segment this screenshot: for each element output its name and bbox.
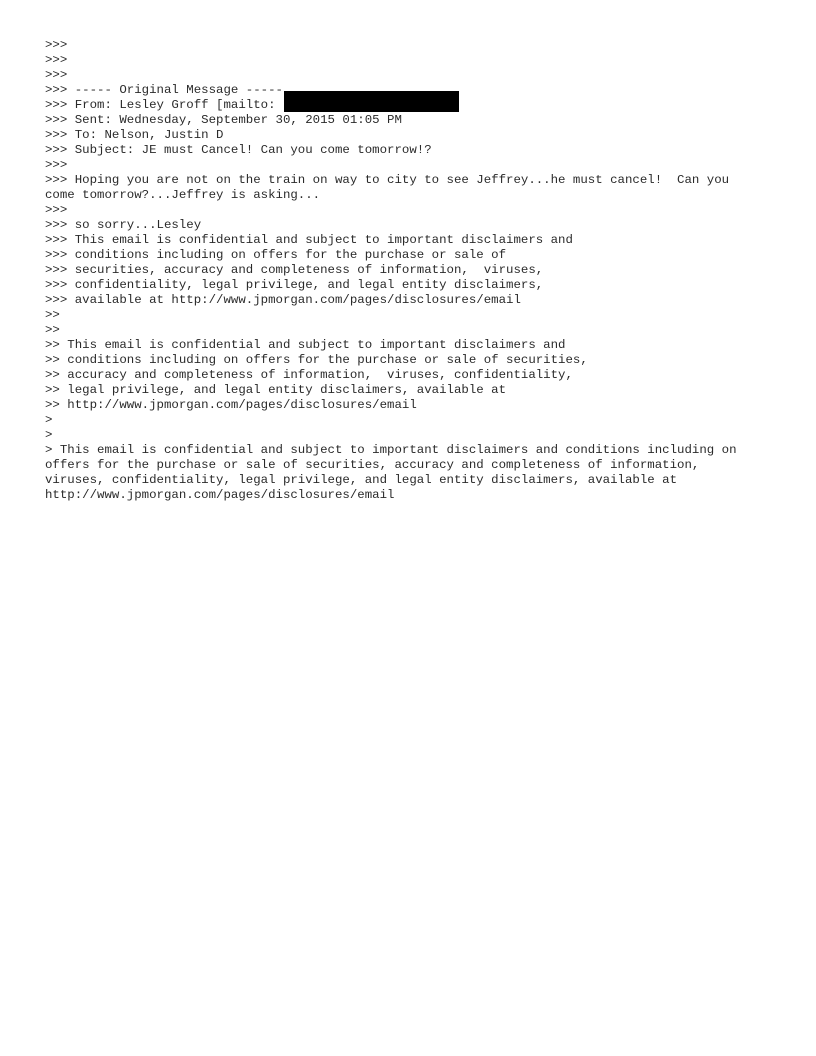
disclaimer-line: > This email is confidential and subject to important disclaimers and conditions including on [45, 443, 737, 457]
quote-marker-line: >>> [45, 203, 68, 217]
subject-line: >>> Subject: JE must Cancel! Can you come tomorrow!? [45, 143, 432, 157]
quote-marker-line: >>> [45, 158, 68, 172]
quote-marker-line: > [45, 413, 53, 427]
sent-line: >>> Sent: Wednesday, September 30, 2015 01:05 PM [45, 113, 402, 127]
quote-marker-line: > [45, 428, 53, 442]
disclaimer-line: >> This email is confidential and subject to important disclaimers and [45, 338, 566, 352]
disclaimer-line: >>> conditions including on offers for the purchase or sale of [45, 248, 507, 262]
disclaimer-line: >> http://www.jpmorgan.com/pages/disclosures/email [45, 398, 417, 412]
quote-marker-line: >> [45, 323, 60, 337]
signature-line: >>> so sorry...Lesley [45, 218, 202, 232]
quote-marker-line: >> [45, 308, 60, 322]
disclaimer-line: offers for the purchase or sale of securities, accuracy and completeness of information, [45, 458, 700, 472]
disclaimer-line: >>> confidentiality, legal privilege, and legal entity disclaimers, [45, 278, 544, 292]
disclaimer-line: >> accuracy and completeness of information, viruses, confidentiality, [45, 368, 573, 382]
to-line: >>> To: Nelson, Justin D [45, 128, 224, 142]
redaction-box [284, 91, 459, 112]
disclaimer-line: >>> securities, accuracy and completeness of information, viruses, [45, 263, 544, 277]
quote-marker-line: >>> [45, 53, 68, 67]
message-body-line: come tomorrow?...Jeffrey is asking... [45, 188, 321, 202]
disclaimer-line: http://www.jpmorgan.com/pages/disclosures/email [45, 488, 395, 502]
quote-marker-line: >>> [45, 38, 68, 52]
quote-marker-line: >>> [45, 68, 68, 82]
disclaimer-line: >>> This email is confidential and subject to important disclaimers and [45, 233, 573, 247]
from-line: >>> From: Lesley Groff [mailto: [45, 98, 276, 112]
disclaimer-line: >> legal privilege, and legal entity disclaimers, available at [45, 383, 507, 397]
disclaimer-line: viruses, confidentiality, legal privilege, and legal entity disclaimers, available at [45, 473, 678, 487]
disclaimer-line: >>> available at http://www.jpmorgan.com/pages/disclosures/email [45, 293, 521, 307]
disclaimer-line: >> conditions including on offers for the purchase or sale of securities, [45, 353, 588, 367]
message-body-line: >>> Hoping you are not on the train on way to city to see Jeffrey...he must cancel! Can you [45, 173, 730, 187]
original-message-divider: >>> ----- Original Message ----- [45, 83, 283, 97]
